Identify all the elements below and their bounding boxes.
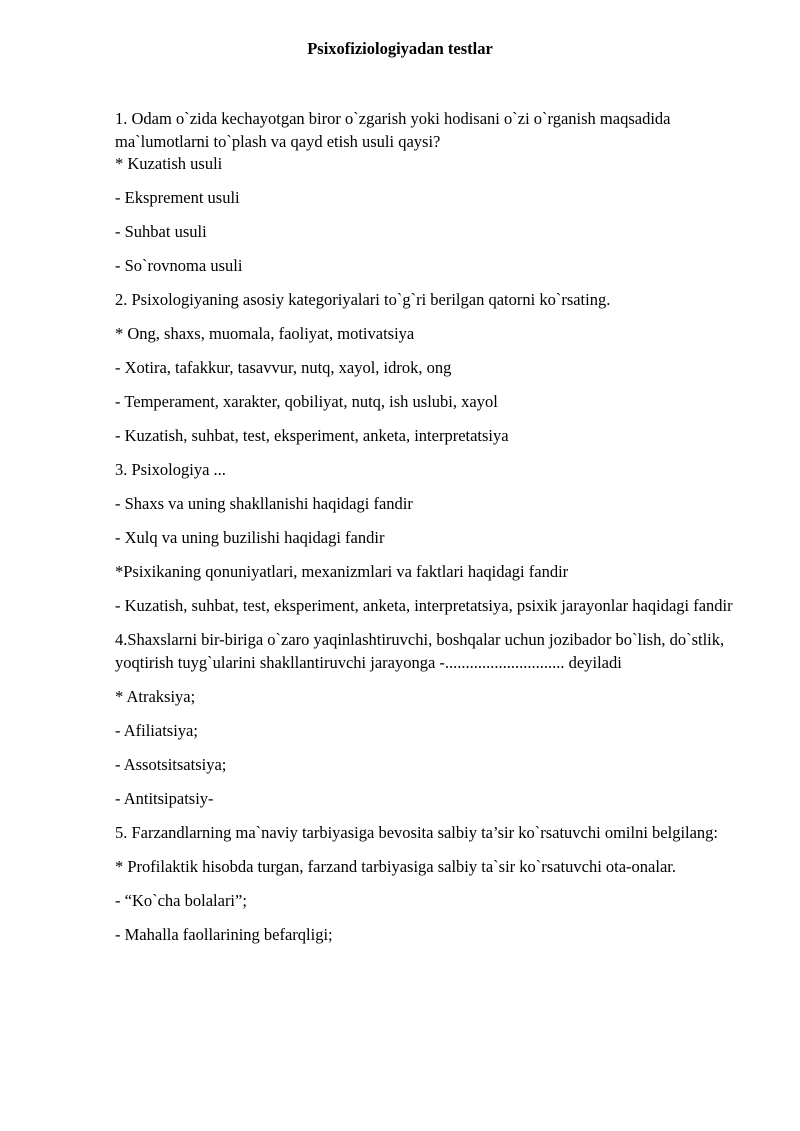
question-5-option-1: * Profilaktik hisobda turgan, farzand tarbiyasiga salbiy ta`sir ko`rsatuvchi ota-onalar. <box>115 856 676 876</box>
question-1-text: 1. Odam o`zida kechayotgan biror o`zgarish yoki hodisani o`zi o`rganish maqsadida ma`lumotlarni to`plash va qayd etish usuli qaysi? <box>115 109 671 151</box>
question-5-text: 5. Farzandlarning ma`naviy tarbiyasiga bevosita salbiy ta’sir ko`rsatuvchi omilni belgilang: <box>115 822 719 842</box>
question-2-option-1: * Ong, shaxs, muomala, faoliyat, motivatsiya <box>115 324 415 343</box>
question-4-text: 4.Shaxslarni bir-biriga o`zaro yaqinlashtiruvchi, boshqalar uchun jozibador bo`lish, do`stlik, yoqtirish tuyg`ularini shakllantiruvchi jarayonga -............................. deyiladi <box>115 630 725 672</box>
question-2-option-3: - Temperament, xarakter, qobiliyat, nutq, ish uslubi, xayol <box>115 392 498 411</box>
question-3-option-4: - Kuzatish, suhbat, test, eksperiment, anketa, interpretatsiya, psixik jarayonlar haqidagi fandir <box>115 596 733 615</box>
question-3-option-1: - Shaxs va uning shakllanishi haqidagi fandir <box>115 494 413 513</box>
question-5-option-3: - Mahalla faollarining befarqligi; <box>115 924 333 944</box>
test-content <box>115 108 755 946</box>
question-1-option-2: - Ekspremеnt usuli <box>115 188 240 207</box>
question-4-option-3: - Assotsitsatsiya; <box>115 754 227 774</box>
question-3-text: 3. Psixologiya ... <box>115 460 226 479</box>
question-2-option-2: - Xotira, tafakkur, tasavvur, nutq, xayol, idrok, ong <box>115 358 452 377</box>
question-5-option-2: - “Ko`cha bolalari”; <box>115 890 247 910</box>
question-4-option-4: - Antitsipatsiy- <box>115 788 214 808</box>
question-4-option-2: - Afiliatsiya; <box>115 720 198 740</box>
question-2-option-4: - Kuzatish, suhbat, test, eksperiment, anketa, interpretatsiya <box>115 426 509 445</box>
question-3-option-2: - Xulq va uning buzilishi haqidagi fandir <box>115 528 385 547</box>
document-title: Psixofiziologiyadan testlar <box>307 39 493 58</box>
question-1-option-3: - Suhbat usuli <box>115 222 207 241</box>
question-4-option-1: * Atraksiya; <box>115 686 196 706</box>
question-3-option-3: *Psixikaning qonuniyatlari, mexanizmlari va faktlari haqidagi fandir <box>115 562 569 581</box>
question-1-option-1: * Kuzatish usuli <box>115 154 223 173</box>
question-2-text: 2. Psixologiyaning asosiy kategoriyalari to`g`ri berilgan qatorni ko`rsating. <box>115 290 611 309</box>
question-1-option-4: - So`rovnoma usuli <box>115 256 243 275</box>
